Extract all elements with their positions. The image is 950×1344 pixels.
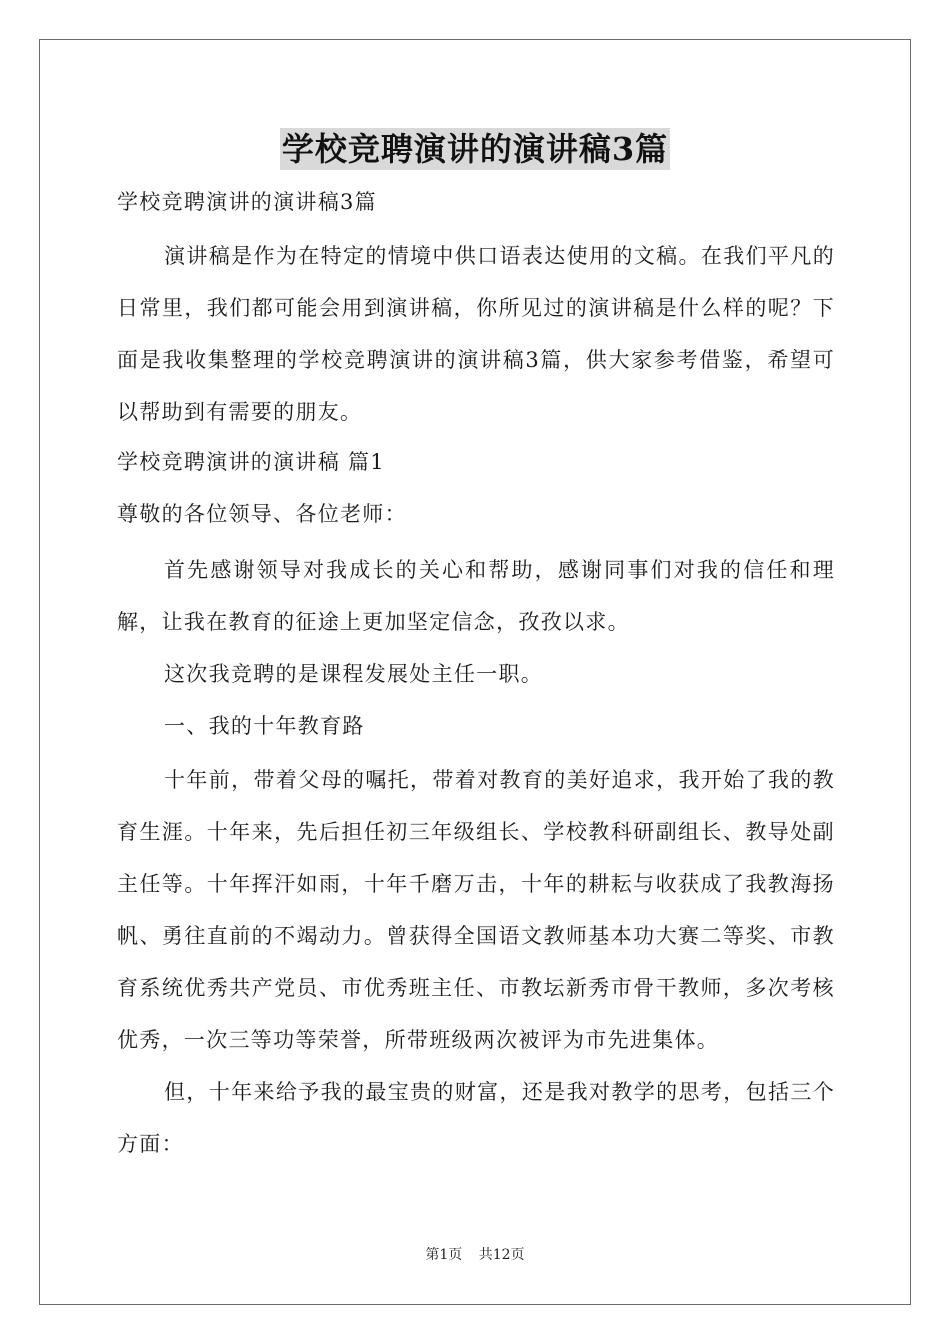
body-paragraph-3: 十年前，带着父母的嘱托，带着对教育的美好追求，我开始了我的教育生涯。十年来，先后担任初三年级组长、学校教科研副组长、教导处副主任等。十年挥汗如雨，十年千磨万击，十年的耕耘与收获成了我教海扬帆、勇往直前的不竭动力。曾获得全国语文教师基本功大赛二等奖、市教育系统优秀共产党员、市优秀班主任、市教坛新秀市骨干教师，多次考核优秀，一次三等功等荣誉，所带班级两次被评为市先进集体。 <box>117 768 835 1052</box>
body-paragraph-1: 首先感谢领导对我成长的关心和帮助，感谢同事们对我的信任和理解，让我在教育的征途上更加坚定信念，孜孜以求。 <box>117 558 835 634</box>
body-paragraph-2: 这次我竞聘的是课程发展处主任一职。 <box>164 662 544 686</box>
body-paragraph-4: 但，十年来给予我的最宝贵的财富，还是我对教学的思考，包括三个方面： <box>117 1080 835 1156</box>
page-footer <box>0 1244 950 1264</box>
document-body <box>117 178 835 1170</box>
document-title: 学校竞聘演讲的演讲稿3篇 <box>281 130 669 168</box>
document-subtitle: 学校竞聘演讲的演讲稿3篇 <box>117 190 377 214</box>
intro-paragraph: 演讲稿是作为在特定的情境中供口语表达使用的文稿。在我们平凡的日常里，我们都可能会用到演讲稿，你所见过的演讲稿是什么样的呢？下面是我收集整理的学校竞聘演讲的演讲稿3篇，供大家参考借鉴，希望可以帮助到有需要的朋友。 <box>117 244 835 424</box>
page-number-total: 共12页 <box>478 1247 525 1263</box>
salutation: 尊敬的各位领导、各位老师： <box>117 502 407 526</box>
section-subheading: 一、我的十年教育路 <box>164 714 365 738</box>
section-heading: 学校竞聘演讲的演讲稿 篇1 <box>117 450 385 474</box>
page-number-current: 第1页 <box>425 1247 463 1263</box>
title-container <box>0 128 950 170</box>
